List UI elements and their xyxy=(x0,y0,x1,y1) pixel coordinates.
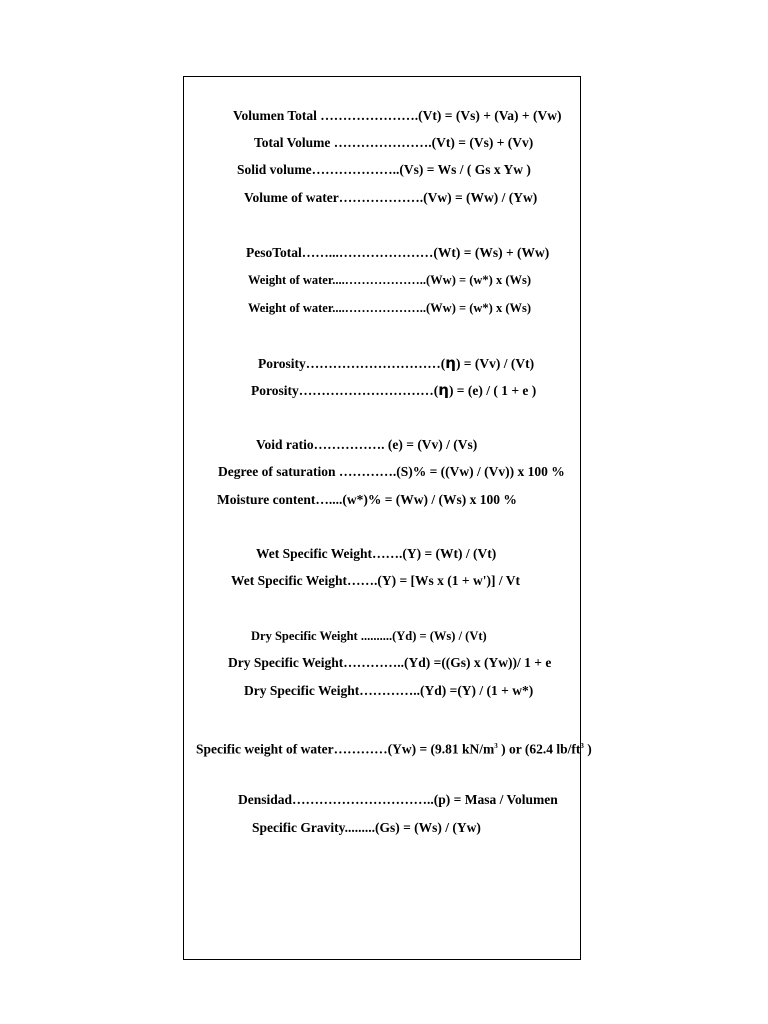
formula-expression: (Vw) = (Ww) / (Yw) xyxy=(423,190,538,205)
formula-dry-specific-weight-1 xyxy=(251,628,487,644)
formula-densidad xyxy=(238,792,558,808)
formula-label: Dry Specific Weight………….. xyxy=(228,655,404,670)
formula-label: Total Volume …………………. xyxy=(254,135,432,150)
formula-expression: (Y) = (Wt) / (Vt) xyxy=(402,546,497,561)
formula-open-paren: ( xyxy=(433,383,439,398)
superscript-cubed: 3 xyxy=(494,742,498,750)
formula-label: Wet Specific Weight……. xyxy=(231,573,378,588)
formula-porosity-1 xyxy=(258,355,534,372)
formula-solid-volume xyxy=(237,162,531,178)
formula-specific-weight-of-water xyxy=(196,738,592,758)
formula-expression: ) = (e) / ( 1 + e ) xyxy=(448,383,537,398)
formula-expression: (Yd) =((Gs) x (Yw))/ 1 + e xyxy=(404,655,552,670)
formula-label: Specific weight of water………… xyxy=(196,741,388,757)
formula-dry-specific-weight-2 xyxy=(228,655,551,671)
formula-label: Moisture content….... xyxy=(217,492,343,507)
formula-weight-of-water-2 xyxy=(248,300,531,316)
formula-expression: ) xyxy=(583,741,592,757)
formula-label: Volumen Total …………………. xyxy=(233,108,419,123)
formula-expression: .(Ww) = (w*) x (Ws) xyxy=(422,301,532,315)
formula-expression: (S)% = ((Vw) / (Vv)) x 100 % xyxy=(396,464,565,479)
formula-label: Dry Specific Weight………….. xyxy=(244,683,420,698)
formula-wet-specific-weight-1 xyxy=(256,546,496,562)
formula-wet-specific-weight-2 xyxy=(231,573,520,589)
formula-expression: (Yd) =(Y) / (1 + w*) xyxy=(420,683,534,698)
formula-peso-total xyxy=(246,245,549,261)
formula-label: Specific Gravity......... xyxy=(252,820,375,835)
formula-total-volume xyxy=(254,135,533,151)
formula-expression: ) or (62.4 lb/ft xyxy=(497,741,581,757)
formula-label: Weight of water....………………. xyxy=(248,273,423,287)
formula-expression: ) = (Vv) / (Vt) xyxy=(455,356,535,371)
formula-label: Volume of water………………. xyxy=(244,190,424,205)
formula-expression: (Yw) = (9.81 kN/m xyxy=(387,741,495,757)
eta-symbol: η xyxy=(445,354,456,372)
formula-weight-of-water-1 xyxy=(248,272,531,288)
formula-label: Porosity………………………… xyxy=(251,383,434,398)
formula-expression: (e) = (Vv) / (Vs) xyxy=(387,437,478,452)
formula-specific-gravity xyxy=(252,820,481,836)
formula-expression: (Vt) = (Vs) + (Va) + (Vw) xyxy=(418,108,562,123)
formula-label: Dry Specific Weight .......... xyxy=(251,629,393,643)
formula-expression: (p) = Masa / Volumen xyxy=(433,792,558,807)
formula-void-ratio xyxy=(256,437,477,453)
formula-dry-specific-weight-3 xyxy=(244,683,533,699)
superscript-cubed: 3 xyxy=(580,742,584,750)
formula-moisture-content xyxy=(217,492,517,508)
eta-symbol: η xyxy=(438,381,449,399)
formula-label: Porosity………………………… xyxy=(258,356,441,371)
formula-expression: (Vs) = Ws / ( Gs x Yw ) xyxy=(399,162,531,177)
formula-volumen-total xyxy=(233,108,561,124)
formula-label: Densidad………………………….. xyxy=(238,792,434,807)
formula-label: PesoTotal……...………………… xyxy=(246,245,434,260)
formula-label: Weight of water....………………. xyxy=(248,301,423,315)
formula-volume-of-water xyxy=(244,190,537,206)
formula-label: Void ratio……………. xyxy=(256,437,388,452)
formula-expression: (Yd) = (Ws) / (Vt) xyxy=(392,629,487,643)
formula-porosity-2 xyxy=(251,382,536,399)
formula-expression: (Y) = [Ws x (1 + w')] / Vt xyxy=(377,573,520,588)
formula-expression: (Wt) = (Ws) + (Ww) xyxy=(433,245,550,260)
formula-expression: (Gs) = (Ws) / (Yw) xyxy=(374,820,481,835)
formula-expression: (Vt) = (Vs) + (Vv) xyxy=(431,135,534,150)
formula-open-paren: ( xyxy=(440,356,446,371)
formula-degree-of-saturation xyxy=(218,464,565,480)
formula-expression: (w*)% = (Ww) / (Ws) x 100 % xyxy=(342,492,517,507)
formula-expression: .(Ww) = (w*) x (Ws) xyxy=(422,273,532,287)
formula-label: Degree of saturation …………. xyxy=(218,464,397,479)
formula-label: Wet Specific Weight……. xyxy=(256,546,403,561)
formula-label: Solid volume……………….. xyxy=(237,162,400,177)
